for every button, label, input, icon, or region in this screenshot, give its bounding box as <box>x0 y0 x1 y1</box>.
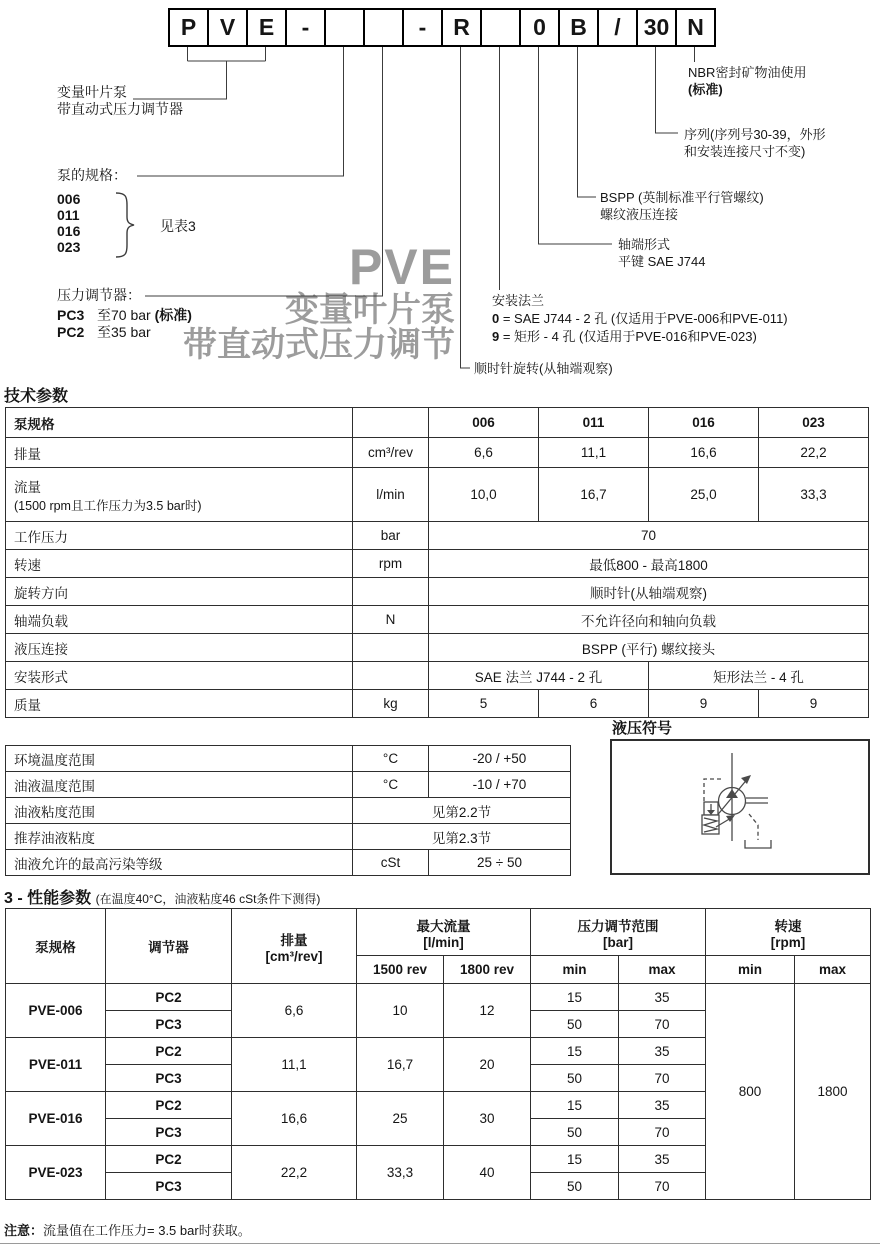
table-cell: PC3 <box>106 1065 232 1092</box>
table-cell: 转速 [rpm] <box>706 909 871 956</box>
perf-section-title <box>4 885 320 908</box>
table-cell: 10,0 <box>429 468 539 522</box>
code-cell: V <box>207 8 248 47</box>
code-cell: 0 <box>519 8 560 47</box>
table-cell: 023 <box>759 408 869 438</box>
size-item: 006 <box>57 191 81 207</box>
size-list <box>57 191 80 255</box>
regulator-code: PC2 <box>57 324 85 340</box>
tech-table <box>5 407 869 718</box>
tech-section-title: 技术参数 <box>4 388 69 405</box>
regulator-desc: 至35 bar <box>97 324 151 340</box>
table-cell: 液压连接 <box>6 634 353 662</box>
rotation-label: 顺时针旋转(从轴端观察) <box>474 361 613 376</box>
table-cell: 22,2 <box>759 438 869 468</box>
table-cell: PVE-016 <box>6 1092 106 1146</box>
code-cell: E <box>246 8 287 47</box>
pump-type-line2: 带直动式压力调节器 <box>57 101 183 117</box>
table-cell: 25 ÷ 50 <box>429 850 571 876</box>
table-cell: 50 <box>531 1119 619 1146</box>
hydraulic-symbol-box <box>610 739 870 875</box>
table-cell: SAE 法兰 J744 - 2 孔 <box>429 662 649 690</box>
table-cell: 安装形式 <box>6 662 353 690</box>
table-cell <box>353 578 429 606</box>
code-cell: 30 <box>636 8 677 47</box>
table-cell: 油液温度范围 <box>6 772 353 798</box>
table-cell: 1800 rev <box>444 956 531 984</box>
shaft-line1: 轴端形式 <box>618 237 671 252</box>
table-cell: PC2 <box>106 1092 232 1119</box>
table-cell: PVE-006 <box>6 984 106 1038</box>
table-cell: PC2 <box>106 1038 232 1065</box>
table-cell: 旋转方向 <box>6 578 353 606</box>
regulator-code: PC3 <box>57 307 85 323</box>
bspp-line1: BSPP (英制标准平行管螺纹) <box>600 190 764 205</box>
table-cell: 22,2 <box>232 1146 357 1200</box>
perf-title-note: (在温度40°C，油液粘度46 cSt条件下测得) <box>95 892 321 906</box>
size-item: 023 <box>57 239 81 255</box>
table-cell: 推荐油液粘度 <box>6 824 353 850</box>
table-cell: 16,7 <box>539 468 649 522</box>
table-cell: 见第2.3节 <box>353 824 571 850</box>
table-cell: 10 <box>357 984 444 1038</box>
watermark-line3: 带直动式压力调节 <box>183 326 455 364</box>
table-cell: 15 <box>531 1146 619 1173</box>
shaft-line2: 平键 SAE J744 <box>618 254 706 269</box>
table-cell: 5 <box>429 690 539 718</box>
table-cell: l/min <box>353 468 429 522</box>
watermark-line2: 变量叶片泵 <box>285 291 455 329</box>
table-cell: 6,6 <box>232 984 357 1038</box>
watermark-line1: PVE <box>348 239 455 295</box>
table-cell: 50 <box>531 1065 619 1092</box>
table-cell: 9 <box>759 690 869 718</box>
table-cell: max <box>619 956 706 984</box>
regulator-label: 压力调节器： <box>57 287 141 303</box>
table-cell: 35 <box>619 1038 706 1065</box>
code-cell <box>363 8 404 47</box>
table-cell: 70 <box>619 1065 706 1092</box>
table-cell: 1800 <box>795 984 871 1200</box>
table-cell: 50 <box>531 1173 619 1200</box>
shaft-label <box>618 236 705 270</box>
table-cell: 见第2.2节 <box>353 798 571 824</box>
table-cell: 30 <box>444 1092 531 1146</box>
table-cell: bar <box>353 522 429 550</box>
table-cell: 16,6 <box>232 1092 357 1146</box>
table-cell: cm³/rev <box>353 438 429 468</box>
table-cell: 调节器 <box>106 909 232 984</box>
table-cell: 011 <box>539 408 649 438</box>
regulator-item <box>57 307 192 324</box>
table-cell: °C <box>353 746 429 772</box>
table-cell: 转速 <box>6 550 353 578</box>
table-cell: 70 <box>619 1173 706 1200</box>
flange-title: 安装法兰 <box>492 293 545 308</box>
table-cell: 016 <box>649 408 759 438</box>
table-cell: 9 <box>649 690 759 718</box>
table-cell: kg <box>353 690 429 718</box>
code-cell <box>324 8 365 47</box>
pump-type-label <box>57 84 183 118</box>
table-cell: min <box>531 956 619 984</box>
table-cell: cSt <box>353 850 429 876</box>
code-cell: P <box>168 8 209 47</box>
table-cell: 泵规格 <box>6 909 106 984</box>
table-cell: BSPP (平行) 螺纹接头 <box>429 634 869 662</box>
table-cell: 35 <box>619 1092 706 1119</box>
table-cell: 顺时针(从轴端观察) <box>429 578 869 606</box>
nbr-label <box>688 64 806 98</box>
bspp-line2: 螺纹液压连接 <box>600 207 679 222</box>
env-table <box>5 745 571 876</box>
table-cell: 最大流量 [l/min] <box>357 909 531 956</box>
table-cell: 轴端负载 <box>6 606 353 634</box>
table-cell: PC2 <box>106 1146 232 1173</box>
table-cell: 006 <box>429 408 539 438</box>
table-cell: 6,6 <box>429 438 539 468</box>
table-cell: 工作压力 <box>6 522 353 550</box>
code-row <box>168 8 716 47</box>
size-item: 016 <box>57 223 81 239</box>
table-cell: 环境温度范围 <box>6 746 353 772</box>
table-cell: 15 <box>531 984 619 1011</box>
table-cell: 质量 <box>6 690 353 718</box>
code-cell: R <box>441 8 482 47</box>
table-cell: 11,1 <box>539 438 649 468</box>
table-cell: 矩形法兰 - 4 孔 <box>649 662 869 690</box>
page-bottom-rule <box>0 1243 880 1244</box>
table-cell: 33,3 <box>357 1146 444 1200</box>
table-cell: -20 / +50 <box>429 746 571 772</box>
series-line2: 和安装连接尺寸不变) <box>684 144 806 159</box>
table-cell: PC3 <box>106 1119 232 1146</box>
table-cell: PC3 <box>106 1173 232 1200</box>
hydraulic-symbol-title: 液压符号 <box>612 720 673 737</box>
table-cell: PVE-023 <box>6 1146 106 1200</box>
table-cell: 排量 [cm³/rev] <box>232 909 357 984</box>
table-cell: 6 <box>539 690 649 718</box>
table-cell: 15 <box>531 1092 619 1119</box>
table-cell: min <box>706 956 795 984</box>
table-cell: PC2 <box>106 984 232 1011</box>
table-cell: 16,7 <box>357 1038 444 1092</box>
table-cell: 压力调节范围 [bar] <box>531 909 706 956</box>
table-cell: PVE-011 <box>6 1038 106 1092</box>
table-cell: °C <box>353 772 429 798</box>
note-text: 流量值在工作压力= 3.5 bar时获取。 <box>43 1223 251 1238</box>
flange-option: 9 = 矩形 - 4 孔 (仅适用于PVE-016和PVE-023) <box>492 329 757 344</box>
code-cell: - <box>285 8 326 47</box>
table-cell: rpm <box>353 550 429 578</box>
table-cell: 35 <box>619 1146 706 1173</box>
size-item: 011 <box>57 207 80 223</box>
regulator-item <box>57 324 192 341</box>
brace-icon <box>116 193 134 257</box>
table-cell: PC3 <box>106 1011 232 1038</box>
table-cell: 1500 rev <box>357 956 444 984</box>
regulator-desc: 至70 bar <box>97 307 155 323</box>
series-label <box>684 126 826 160</box>
regulator-tag: (标准) <box>154 307 192 323</box>
table-cell: 12 <box>444 984 531 1038</box>
code-cell: - <box>402 8 443 47</box>
pump-schematic-icon <box>612 741 868 873</box>
table-cell: N <box>353 606 429 634</box>
table-cell: 油液粘度范围 <box>6 798 353 824</box>
table-cell: 35 <box>619 984 706 1011</box>
nbr-line1: NBR密封矿物油使用 <box>688 65 807 80</box>
perf-title-text: 3 - 性能参数 <box>4 890 92 907</box>
table-cell <box>353 408 429 438</box>
table-cell: 15 <box>531 1038 619 1065</box>
table-cell: 800 <box>706 984 795 1200</box>
table-cell: -10 / +70 <box>429 772 571 798</box>
bottom-note <box>4 1220 251 1239</box>
nbr-line2: (标准) <box>688 82 723 97</box>
note-label: 注意： <box>4 1223 44 1238</box>
table-cell <box>353 634 429 662</box>
table-cell: 最低800 - 最高1800 <box>429 550 869 578</box>
table-cell: 油液允许的最高污染等级 <box>6 850 353 876</box>
bspp-label <box>600 189 764 223</box>
table-cell: 排量 <box>6 438 353 468</box>
table-cell: 40 <box>444 1146 531 1200</box>
size-label: 泵的规格： <box>57 167 127 183</box>
regulator-list <box>57 307 192 341</box>
pump-type-line1: 变量叶片泵 <box>57 84 127 100</box>
flange-option: 0 = SAE J744 - 2 孔 (仅适用于PVE-006和PVE-011) <box>492 311 788 326</box>
table-cell: 70 <box>429 522 869 550</box>
code-cell <box>480 8 521 47</box>
table-cell: 11,1 <box>232 1038 357 1092</box>
code-cell: / <box>597 8 638 47</box>
table-cell: 70 <box>619 1119 706 1146</box>
table-cell: 20 <box>444 1038 531 1092</box>
table-cell: max <box>795 956 871 984</box>
perf-table <box>5 908 871 1200</box>
table-cell: 25,0 <box>649 468 759 522</box>
table-cell: 33,3 <box>759 468 869 522</box>
table-cell: 25 <box>357 1092 444 1146</box>
table-cell: 泵规格 <box>6 408 353 438</box>
table-cell: 流量 (1500 rpm且工作压力为3.5 bar时) <box>6 468 353 522</box>
table-cell: 16,6 <box>649 438 759 468</box>
series-line1: 序列(序列号30-39，外形 <box>684 127 826 142</box>
table-cell: 50 <box>531 1011 619 1038</box>
table-cell <box>353 662 429 690</box>
code-cell: B <box>558 8 599 47</box>
flange-label <box>492 292 788 346</box>
code-cell: N <box>675 8 716 47</box>
table-cell: 不允许径向和轴向负载 <box>429 606 869 634</box>
size-note: 见表3 <box>160 218 196 234</box>
table-cell: 70 <box>619 1011 706 1038</box>
